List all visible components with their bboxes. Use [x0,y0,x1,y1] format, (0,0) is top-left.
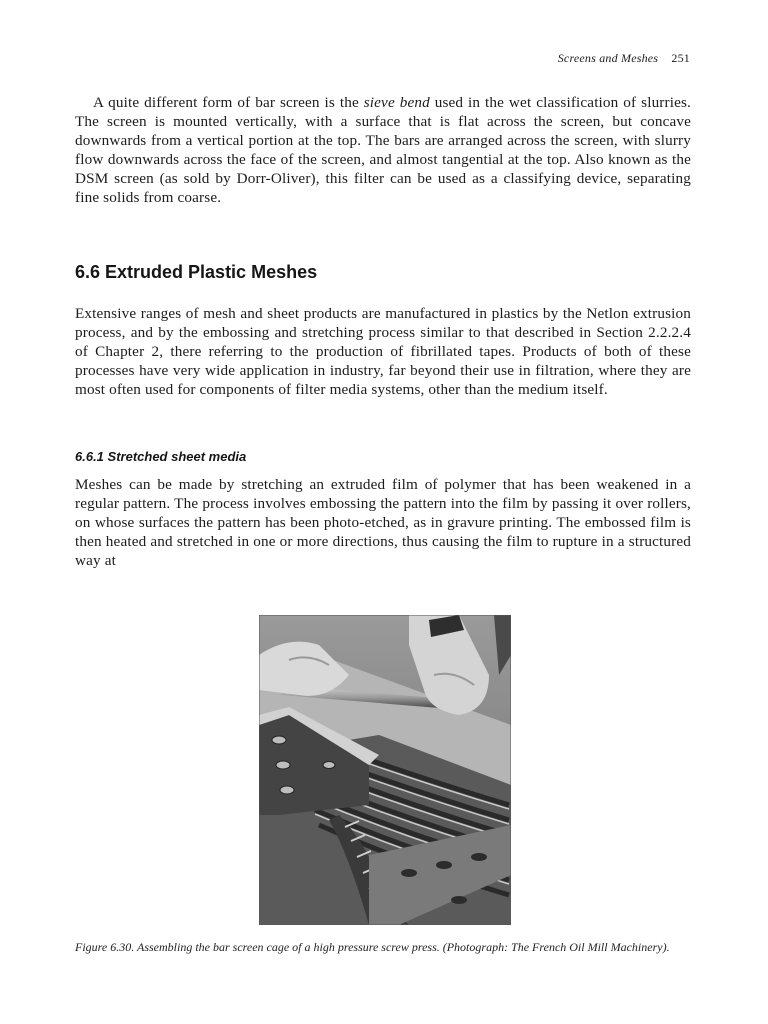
running-head-title: Screens and Meshes [557,51,659,65]
figure-photograph [259,615,511,925]
figure-caption: Figure 6.30. Assembling the bar screen cage of a high pressure screw press. (Photograph: The French Oil Mill Machinery). [75,940,670,954]
bar-screen-cage-photo [259,615,511,925]
subsection-heading: 6.6.1 Stretched sheet media [75,449,247,464]
paragraph-text-lead: A quite different form of bar screen is the [93,94,364,111]
paragraph-extruded-meshes: Extensive ranges of mesh and sheet products are manufactured in plastics by the Netlon extrusion process, and by the embossing and stretching process similar to that described in Section 2.2.2.4 of Chapter 2, there referring to the production of fibrillated tapes. Products of both of these processes have very wide application in industry, far beyond their use in filtration, where they are most often used for components of filter media systems, other than the medium itself. [75,305,691,398]
paragraph-stretched-sheet: Meshes can be made by stretching an extruded film of polymer that has been weakened in a regular pattern. The process involves embossing the pattern into the film by passing it over rollers, on whose surfaces the pattern has been photo-etched, as in gravure printing. The embossed film is then heated and stretched in one or more directions, thus causing the film to rupture in a structured way at [75,476,691,569]
paragraph-sieve-bend [75,93,691,207]
paragraph-text-rest: used in the wet classification of slurries. The screen is mounted vertically, with a surface that is flat across the screen, but concave downwards from a vertical portion at the top. The bars are arranged across the screen, with slurry flow downwards across the face of the screen, and almost tangential at the top. Also known as the DSM screen (as sold by Dorr-Oliver), this filter can be used as a classifying device, separating fine solids from coarse. [75,94,691,206]
term-sieve-bend: sieve bend [363,94,430,111]
section-heading: 6.6 Extruded Plastic Meshes [75,262,318,282]
page-number: 251 [671,51,690,65]
running-head [400,51,690,66]
